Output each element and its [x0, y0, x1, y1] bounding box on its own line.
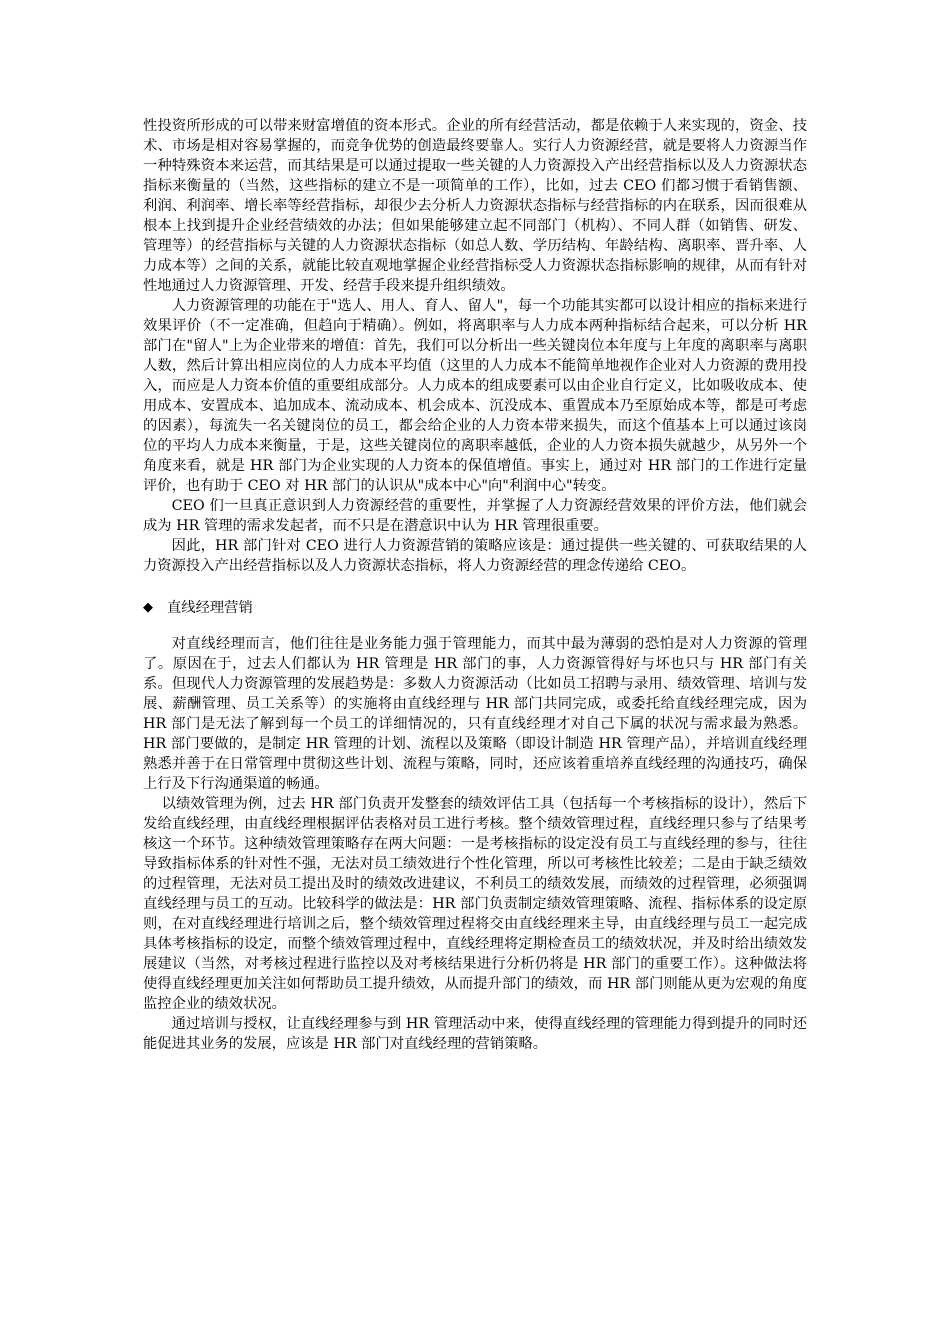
diamond-bullet-icon: ◆	[143, 600, 153, 615]
paragraph-line-manager: 对直线经理而言，他们往往是业务能力强于管理能力，而其中最为薄弱的恐怕是对人力资源的管理了。原因在于，过去人们都认为 HR 管理是 HR 部门的事，人力资源管得好与坏也只与 HR 部门有关系。但现代人力资源管理的发展趋势是：多数人力资源活动（比如员工招聘与录用、绩效管理、培训与发展、薪酬管理、员工关系等）的实施将由直线经理与 HR 部门共同完成，或委托给直线经理完成，因为 HR 部门是无法了解到每一个员工的详细情况的，只有直线经理才对自己下属的状况与需求最为熟悉。HR 部门要做的，是制定 HR 管理的计划、流程以及策略（即设计制造 HR 管理产品），并培训直线经理熟悉并善于在日常管理中贯彻这些计划、流程与策略，同时，还应该着重培养直线经理的沟通技巧，确保上行及下行沟通渠道的畅通。	[143, 636, 807, 792]
paragraph-ceo-awareness: CEO 们一旦真正意识到人力资源经营的重要性，并掌握了人力资源经营效果的评价方法，他们就会成为 HR 管理的需求发起者，而不只是在潜意识中认为 HR 管理很重要。	[143, 498, 807, 534]
paragraph-human-capital: 性投资所形成的可以带来财富增值的资本形式。企业的所有经营活动，都是依赖于人来实现的，资金、技术、市场是相对容易掌握的，而竞争优势的创造最终要靠人。实行人力资源经营，就是要将人力资源当作一种特殊资本来运营，而其结果是可以通过提取一些关键的人力资源投入产出经营指标以及人力资源状态指标来衡量的（当然，这些指标的建立不是一项简单的工作），比如，过去 CEO 们都习惯于看销售额、利润、利润率、增长率等经营指标，却很少去分析人力资源状态指标与经营指标的内在联系，因而很难从根本上找到提升企业经营绩效的办法；但如果能够建立起不同部门（机构）、不同人群（如销售、研发、管理等）的经营指标与关键的人力资源状态指标（如总人数、学历结构、年龄结构、离职率、晋升率、人力成本等）之间的关系，就能比较直观地掌握企业经营指标受人力资源状态指标影响的规律，从而有针对性地通过人力资源管理、开发、经营手段来提升组织绩效。	[143, 118, 807, 294]
section-title: 直线经理营销	[167, 600, 253, 616]
section-heading	[143, 598, 807, 618]
document-page	[143, 116, 807, 1054]
paragraph-hr-functions: 人力资源管理的功能在于"选人、用人、育人、留人"，每一个功能其实都可以设计相应的指标来进行效果评价（不一定准确，但趋向于精确）。例如，将离职率与人力成本两种指标结合起来，可以分析 HR 部门在"留人"上为企业带来的增值：首先，我们可以分析出一些关键岗位本年度与上年度的离职率与离职人数，然后计算出相应岗位的人力成本平均值（这里的人力成本不能简单地视作企业对人力资源的费用投入，而应是人力资本价值的重要组成部分。人力成本的组成要素可以由企业自行定义，比如吸收成本、使用成本、安置成本、追加成本、流动成本、机会成本、沉没成本、重置成本乃至原始成本等，都是可考虑的因素），每流失一名关键岗位的员工，都会给企业的人力资本带来损失，而这个值基本上可以通过该岗位的平均人力成本来衡量，于是，这些关键岗位的离职率越低，企业的人力资本损失就越少，从另外一个角度来看，就是 HR 部门为企业实现的人力资本的保值增值。事实上，通过对 HR 部门的工作进行定量评价，也有助于 CEO 对 HR 部门的认识从"成本中心"向"利润中心"转变。	[143, 298, 807, 494]
paragraph-training-authorization: 通过培训与授权，让直线经理参与到 HR 管理活动中来，使得直线经理的管理能力得到提升的同时还能促进其业务的发展，应该是 HR 部门对直线经理的营销策略。	[143, 1016, 807, 1052]
paragraph-performance-example: 以绩效管理为例，过去 HR 部门负责开发整套的绩效评估工具（包括每一个考核指标的设计），然后下发给直线经理，由直线经理根据评估表格对员工进行考核。整个绩效管理过程，直线经理只参与了结果考核这一个环节。这种绩效管理策略存在两大问题：一是考核指标的设定没有员工与直线经理的参与，往往导致指标体系的针对性不强，无法对员工绩效进行个性化管理，所以可考核性比较差；二是由于缺乏绩效的过程管理，无法对员工提出及时的绩效改进建议，不利员工的绩效发展，而绩效的过程管理，必须强调直线经理与员工的互动。比较科学的做法是：HR 部门负责制定绩效管理策略、流程、指标体系的设定原则，在对直线经理进行培训之后，整个绩效管理过程将交由直线经理来主导，由直线经理与员工一起完成具体考核指标的设定，而整个绩效管理过程中，直线经理将定期检查员工的绩效状况，并及时给出绩效发展建议（当然，对考核过程进行监控以及对考核结果进行分析仍将是 HR 部门的重要工作）。这种做法将使得直线经理更加关注如何帮助员工提升绩效，从而提升部门的绩效，而 HR 部门则能从更为宏观的角度监控企业的绩效状况。	[143, 796, 807, 1012]
paragraph-ceo-strategy: 因此，HR 部门针对 CEO 进行人力资源营销的策略应该是：通过提供一些关键的、可获取结果的人力资源投入产出经营指标以及人力资源状态指标，将人力资源经营的理念传递给 CEO。	[143, 538, 807, 574]
